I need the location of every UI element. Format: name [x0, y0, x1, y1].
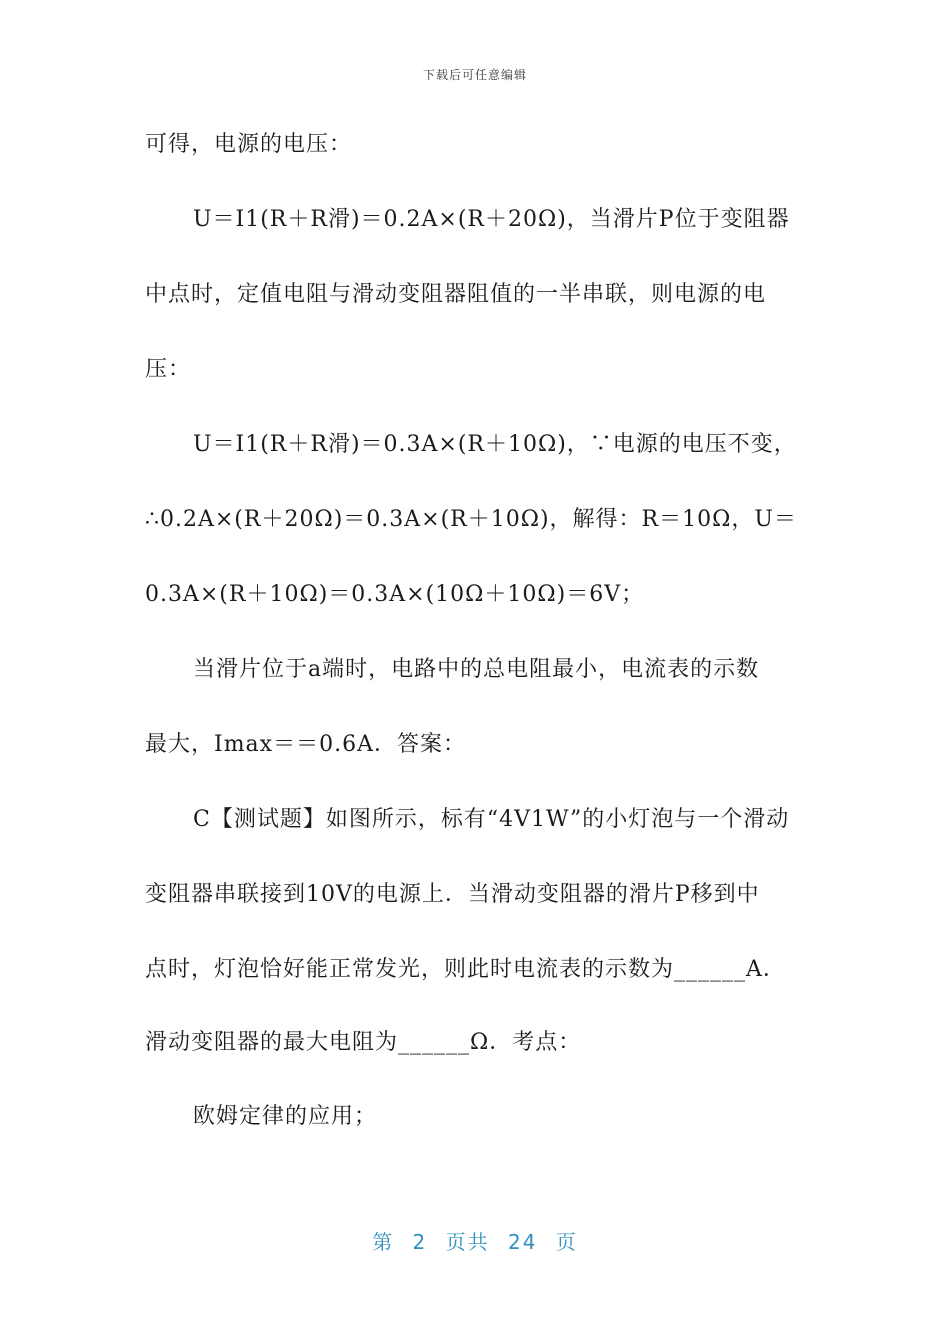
text-line-10: C【测试题】如图所示，标有“4V1W”的小灯泡与一个滑动	[193, 807, 790, 832]
text-line-4: 压：	[145, 357, 192, 382]
page-number-footer: 第 2 页共 24 页	[372, 1230, 578, 1254]
text-line-7: 0.3A×(R＋10Ω)＝0.3A×(10Ω＋10Ω)＝6V；	[145, 582, 645, 607]
text-line-9: 最大，Imax＝＝0.6A．答案：	[145, 732, 466, 757]
text-line-3: 中点时，定值电阻与滑动变阻器阻值的一半串联，则电源的电	[145, 282, 767, 307]
text-line-2: U＝I1(R＋R滑)＝0.2A×(R＋20Ω)，当滑片P位于变阻器	[193, 207, 790, 232]
text-line-1: 可得，电源的电压：	[145, 132, 353, 157]
text-line-14: 欧姆定律的应用；	[193, 1104, 378, 1129]
text-line-13: 滑动变阻器的最大电阻为______Ω．考点：	[145, 1030, 582, 1055]
page-header: 下载后可任意编辑	[422, 68, 527, 82]
text-line-8: 当滑片位于a端时，电路中的总电阻最小，电流表的示数	[193, 657, 760, 682]
text-line-12: 点时，灯泡恰好能正常发光，则此时电流表的示数为______A．	[145, 957, 786, 982]
text-line-11: 变阻器串联接到10V的电源上．当滑动变阻器的滑片P移到中	[145, 882, 760, 907]
text-line-6: ∴0.2A×(R＋20Ω)＝0.3A×(R＋10Ω)，解得：R＝10Ω，U＝	[145, 507, 797, 532]
text-line-5: U＝I1(R＋R滑)＝0.3A×(R＋10Ω)，∵电源的电压不变，	[193, 432, 797, 457]
